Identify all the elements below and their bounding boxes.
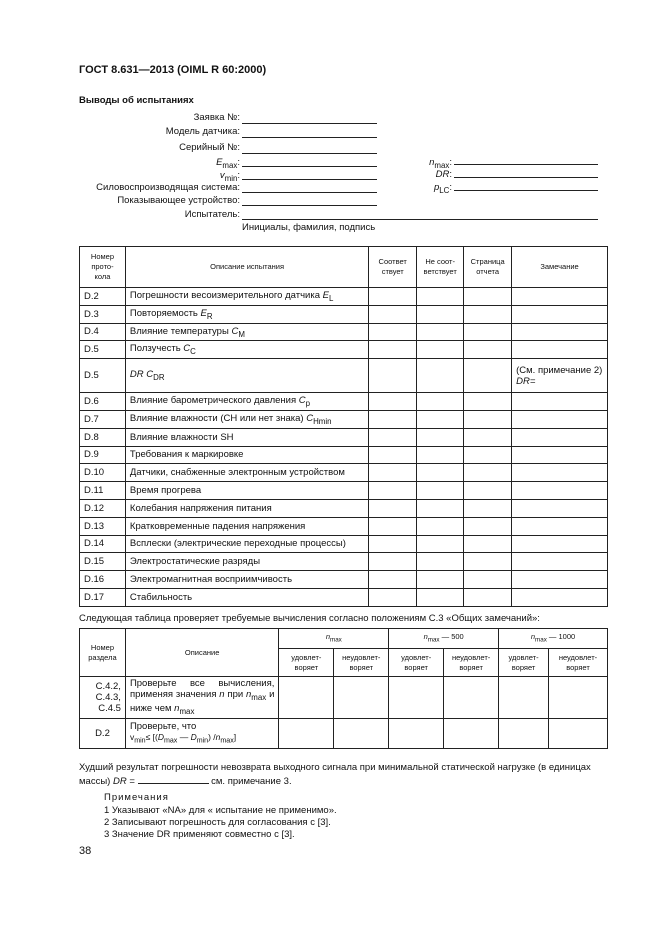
remark-cell[interactable] (512, 446, 608, 464)
note-item: 3 Значение DR применяют совместно с [3]. (104, 829, 295, 840)
col-header-fail: Не соот-ветствует (417, 247, 464, 288)
fail-cell[interactable] (417, 288, 464, 306)
remark-cell[interactable] (512, 517, 608, 535)
page-cell[interactable] (464, 499, 512, 517)
remark-cell[interactable] (512, 341, 608, 359)
t2-cell[interactable] (444, 677, 499, 719)
pass-cell[interactable] (369, 323, 417, 341)
row-description: Датчики, снабженные электронным устройством (125, 464, 368, 482)
section-title: Выводы об испытаниях (79, 95, 194, 106)
remark-cell[interactable] (512, 482, 608, 500)
row-description: Погрешности весоизмерительного датчика $E_L$ (125, 288, 368, 306)
field-label-emax: $E_{max}$: (216, 157, 240, 170)
t2-cell[interactable] (499, 677, 549, 719)
row-number: D.2 (80, 288, 126, 306)
field-line-indicator[interactable] (242, 205, 377, 206)
pass-cell[interactable] (369, 588, 417, 606)
t2-sub-nok: неудовлет-воряет (334, 649, 389, 677)
fail-cell[interactable] (417, 410, 464, 428)
pass-cell[interactable] (369, 428, 417, 446)
table-row (80, 553, 608, 571)
field-line-serial[interactable] (242, 153, 377, 154)
field-line-plc[interactable] (454, 190, 598, 191)
table-row (80, 482, 608, 500)
row-description: Ползучесть $C_C$ (125, 341, 368, 359)
fail-cell[interactable] (417, 323, 464, 341)
row-number: D.12 (80, 499, 126, 517)
table-row (80, 571, 608, 589)
row-description: Всплески (электрические переходные процессы) (125, 535, 368, 553)
table-row (80, 428, 608, 446)
row-description: Время прогрева (125, 482, 368, 500)
row-number: D.3 (80, 305, 126, 323)
page-cell[interactable] (464, 305, 512, 323)
t2-group-nmax-1000: $n_{max}$ — 1000 (499, 629, 608, 649)
note-item: 1 Указывают «NA» для « испытание не применимо». (104, 805, 337, 816)
field-label-dr: DR: (435, 169, 452, 180)
remark-cell[interactable] (512, 571, 608, 589)
fail-cell[interactable] (417, 464, 464, 482)
pass-cell[interactable] (369, 464, 417, 482)
page-cell[interactable] (464, 553, 512, 571)
row-description: Требования к маркировке (125, 446, 368, 464)
row-number: D.13 (80, 517, 126, 535)
note-item: 2 Записывают погрешность для согласования с [3]. (104, 817, 331, 828)
row-description: Электростатические разряды (125, 553, 368, 571)
row-number: D.9 (80, 446, 126, 464)
table-row (80, 288, 608, 306)
field-label-application: Заявка №: (193, 112, 240, 123)
row-number: D.16 (80, 571, 126, 589)
t2-cell[interactable] (444, 719, 499, 749)
t2-cell[interactable] (549, 677, 608, 719)
row-number: D.14 (80, 535, 126, 553)
page-cell[interactable] (464, 446, 512, 464)
field-line-tester[interactable] (242, 219, 598, 220)
field-line-dr[interactable] (454, 177, 598, 178)
t2-header-description: Описание (125, 629, 278, 677)
row-description: DR $C_{DR}$ (125, 359, 368, 393)
fail-cell[interactable] (417, 393, 464, 411)
row-number: D.7 (80, 410, 126, 428)
t2-row2-description: Проверьте, что $v_{min}\le [(D_{max}$ — $D_{min}$) $/n_{max}$] (125, 719, 278, 749)
fail-cell[interactable] (417, 428, 464, 446)
t2-sub-ok: удовлет-воряет (499, 649, 549, 677)
col-header-protocol: Номер прото-кола (80, 247, 126, 288)
row-description: Влияние температуры $C_M$ (125, 323, 368, 341)
page-number: 38 (79, 845, 92, 857)
result-blank[interactable] (138, 774, 209, 784)
t2-row1-description: Проверьте все вычисления, применяя значения n при $n_{max}$ и ниже чем $n_{max}$ (125, 677, 278, 719)
t2-sub-nok: неудовлет-воряет (549, 649, 608, 677)
page-cell[interactable] (464, 482, 512, 500)
row-number: D.8 (80, 428, 126, 446)
pass-cell[interactable] (369, 571, 417, 589)
row-number: D.5 (80, 359, 126, 393)
table-row (80, 464, 608, 482)
remark-cell[interactable] (512, 464, 608, 482)
row-number: D.15 (80, 553, 126, 571)
row-number: D.11 (80, 482, 126, 500)
table-row (80, 305, 608, 323)
field-label-plc: $p_{LC}$: (433, 182, 452, 195)
pass-cell[interactable] (369, 446, 417, 464)
fail-cell[interactable] (417, 588, 464, 606)
remark-cell[interactable] (512, 288, 608, 306)
pass-cell[interactable] (369, 535, 417, 553)
pass-cell[interactable] (369, 553, 417, 571)
table-row (80, 535, 608, 553)
row-number: D.10 (80, 464, 126, 482)
pass-cell[interactable] (369, 410, 417, 428)
remark-cell[interactable] (512, 410, 608, 428)
t2-row1-section: С.4.2, С.4.3, С.4.5 (80, 677, 126, 719)
page-cell[interactable] (464, 428, 512, 446)
field-line-sensor-model[interactable] (242, 137, 377, 138)
t2-cell[interactable] (389, 719, 444, 749)
t2-cell[interactable] (389, 677, 444, 719)
remark-cell[interactable] (512, 588, 608, 606)
field-label-nmax: $n_{max}$: (429, 157, 452, 170)
signature-caption: Инициалы, фамилия, подпись (242, 222, 376, 233)
remark-cell[interactable] (512, 535, 608, 553)
pass-cell[interactable] (369, 288, 417, 306)
t2-cell[interactable] (499, 719, 549, 749)
col-header-remark: Замечание (512, 247, 608, 288)
fail-cell[interactable] (417, 571, 464, 589)
pass-cell[interactable] (369, 341, 417, 359)
page-cell[interactable] (464, 588, 512, 606)
t2-sub-ok: удовлет-воряет (279, 649, 334, 677)
remark-cell[interactable] (512, 305, 608, 323)
field-label-vmin: $v_{min}$: (219, 170, 240, 183)
page-cell[interactable] (464, 288, 512, 306)
t2-cell[interactable] (334, 719, 389, 749)
t2-group-nmax-500: $n_{max}$ — 500 (389, 629, 499, 649)
t2-cell[interactable] (279, 677, 334, 719)
fail-cell[interactable] (417, 359, 464, 393)
field-label-serial: Серийный №: (179, 142, 240, 153)
row-number: D.4 (80, 323, 126, 341)
t2-cell[interactable] (279, 719, 334, 749)
field-label-sensor-model: Модель датчика: (165, 126, 240, 137)
page-cell[interactable] (464, 323, 512, 341)
fail-cell[interactable] (417, 446, 464, 464)
row-description: Электромагнитная восприимчивость (125, 571, 368, 589)
page-cell[interactable] (464, 341, 512, 359)
notes-title: Примечания (104, 792, 169, 803)
field-line-emax[interactable] (242, 166, 377, 167)
pass-cell[interactable] (369, 482, 417, 500)
table-row (80, 588, 608, 606)
remark-cell[interactable] (512, 393, 608, 411)
remark-cell[interactable] (512, 428, 608, 446)
table-row (80, 517, 608, 535)
remark-cell[interactable]: (См. примечание 2) DR= (512, 359, 608, 393)
t2-sub-nok: неудовлет-воряет (444, 649, 499, 677)
remark-cell[interactable] (512, 553, 608, 571)
calculation-check-table (79, 628, 608, 749)
row-description: Влияние влажности SH (125, 428, 368, 446)
t2-row2-section: D.2 (80, 719, 126, 749)
table-row (80, 446, 608, 464)
pass-cell[interactable] (369, 305, 417, 323)
row-number: D.6 (80, 393, 126, 411)
pass-cell[interactable] (369, 517, 417, 535)
field-line-nmax[interactable] (454, 164, 598, 165)
page-cell[interactable] (464, 359, 512, 393)
fail-cell[interactable] (417, 482, 464, 500)
page-cell[interactable] (464, 464, 512, 482)
page-cell[interactable] (464, 535, 512, 553)
t2-group-nmax: $n_{max}$ (279, 629, 389, 649)
fail-cell[interactable] (417, 517, 464, 535)
t2-cell[interactable] (334, 677, 389, 719)
row-number: D.5 (80, 341, 126, 359)
fail-cell[interactable] (417, 499, 464, 517)
field-line-force-system[interactable] (242, 192, 377, 193)
page-cell[interactable] (464, 571, 512, 589)
table-row (80, 359, 608, 393)
field-label-tester: Испытатель: (184, 209, 240, 220)
table-row (80, 499, 608, 517)
fail-cell[interactable] (417, 305, 464, 323)
t2-sub-ok: удовлет-воряет (389, 649, 444, 677)
remark-cell[interactable] (512, 323, 608, 341)
page-cell[interactable] (464, 517, 512, 535)
t2-header-section: Номер раздела (80, 629, 126, 677)
col-header-description: Описание испытания (125, 247, 368, 288)
field-label-indicator: Показывающее устройство: (117, 195, 240, 206)
fail-cell[interactable] (417, 553, 464, 571)
row-description: Стабильность (125, 588, 368, 606)
field-label-force-system: Силовоспроизводящая система: (96, 182, 240, 193)
table-row (80, 323, 608, 341)
row-description: Кратковременные падения напряжения (125, 517, 368, 535)
pass-cell[interactable] (369, 499, 417, 517)
fail-cell[interactable] (417, 341, 464, 359)
pass-cell[interactable] (369, 393, 417, 411)
fail-cell[interactable] (417, 535, 464, 553)
result-paragraph: Худший результат погрешности невозврата выходного сигнала при минимальной статической нагрузке (в единицах массы) DR = см. примечание 3. (79, 762, 591, 787)
remark-cell[interactable] (512, 499, 608, 517)
table-row (80, 393, 608, 411)
row-number: D.17 (80, 588, 126, 606)
table-row (80, 341, 608, 359)
test-results-table (79, 246, 608, 607)
page-cell[interactable] (464, 393, 512, 411)
col-header-pass: Соответ ствует (369, 247, 417, 288)
row-description: Колебания напряжения питания (125, 499, 368, 517)
document-header: ГОСТ 8.631—2013 (OIML R 60:2000) (79, 64, 267, 76)
field-line-application[interactable] (242, 123, 377, 124)
table2-intro: Следующая таблица проверяет требуемые вычисления согласно положениям С.3 «Общих замечаний»: (79, 613, 540, 624)
row-description: Влияние барометрического давления $C_p$ (125, 393, 368, 411)
t2-cell[interactable] (549, 719, 608, 749)
page-cell[interactable] (464, 410, 512, 428)
pass-cell[interactable] (369, 359, 417, 393)
field-line-vmin[interactable] (242, 179, 377, 180)
row-description: Влияние влажности (СН или нет знака) $C_{Hmin}$ (125, 410, 368, 428)
col-header-page: Страница отчета (464, 247, 512, 288)
table-row (80, 410, 608, 428)
row-description: Повторяемость $E_R$ (125, 305, 368, 323)
